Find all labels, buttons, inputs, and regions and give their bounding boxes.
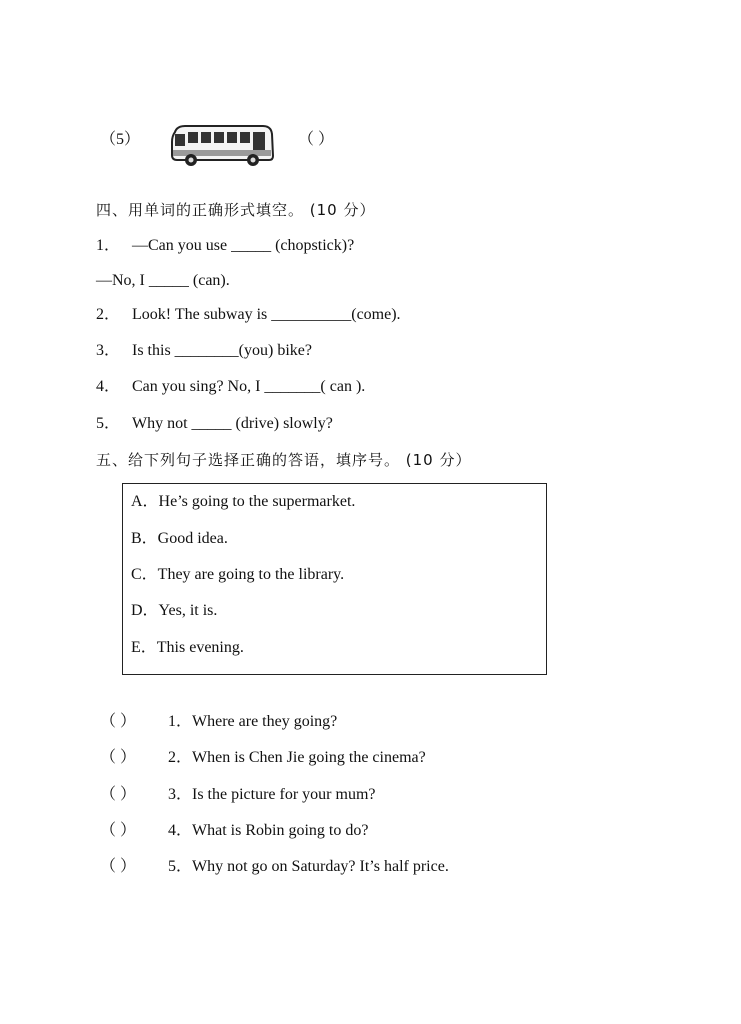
bus-icon [167, 120, 277, 172]
question-3-answer-blank: （ ） [100, 786, 137, 803]
option-b: B．Good idea. [131, 530, 228, 547]
question-1-answer-blank: （ ） [100, 713, 137, 730]
question-5-label: （5） [100, 131, 141, 148]
section-4-item-3-text: Is this ________(you) bike? [132, 342, 312, 359]
section-4-item-4-text: Can you sing? No, I _______( can ). [132, 378, 366, 395]
option-c: C．They are going to the library. [131, 566, 345, 583]
question-2-answer-blank: （ ） [100, 749, 137, 766]
question-2-text: 2．When is Chen Jie going the cinema? [168, 749, 426, 766]
section-4-item-1-number: 1． [96, 237, 121, 254]
question-4-text: 4．What is Robin going to do? [168, 822, 369, 839]
option-a: A．He’s going to the supermarket. [131, 493, 356, 510]
option-d: D．Yes, it is. [131, 602, 218, 619]
question-3-text: 3．Is the picture for your mum? [168, 786, 376, 803]
section-4-item-1-text: —Can you use _____ (chopstick)? [132, 237, 355, 254]
section-4-item-3-number: 3． [96, 342, 121, 359]
section-4-title: 四、用单词的正确形式填空。 (10 分） [96, 201, 376, 219]
section-4-item-4-number: 4． [96, 378, 121, 395]
section-4-item-1-reply: —No, I _____ (can). [96, 272, 230, 289]
question-5-text: 5．Why not go on Saturday? It’s half price. [168, 858, 449, 875]
question-5-answer-blank: （ ） [298, 131, 335, 148]
section-4-item-2-text: Look! The subway is __________(come). [132, 306, 401, 323]
section-5-title: 五、给下列句子选择正确的答语，填序号。 (10 分） [96, 451, 472, 469]
section-4-item-5-number: 5． [96, 415, 121, 432]
question-1-text: 1．Where are they going? [168, 713, 338, 730]
question-4-answer-blank: （ ） [100, 822, 137, 839]
question-5-answer-blank-2: （ ） [100, 858, 137, 875]
option-e: E．This evening. [131, 639, 244, 656]
section-4-item-2-number: 2． [96, 306, 121, 323]
section-4-item-5-text: Why not _____ (drive) slowly? [132, 415, 333, 432]
